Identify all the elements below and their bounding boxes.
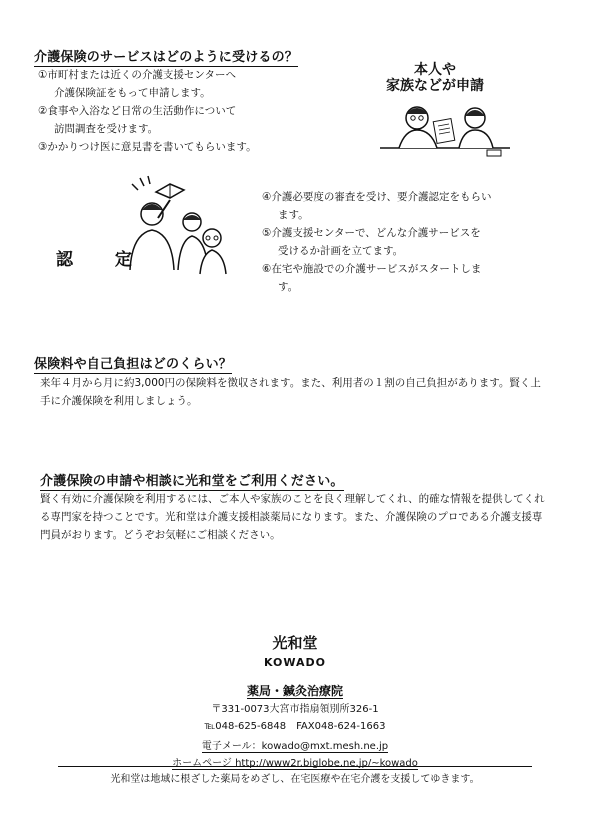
store-tagline: 光和堂は地域に根ざした薬局をめざし、在宅医療や在宅介護を支援してゆきます。 xyxy=(110,774,480,785)
store-subtitle-wrap xyxy=(0,680,590,699)
apply-caption-line1: 本人や xyxy=(414,62,456,78)
step-5-line-1: ⑤介護支援センターで、どんな介護サービスを xyxy=(262,227,481,239)
applying-illustration xyxy=(375,96,515,162)
section3-heading: 保険料や自己負担はどのくらい？ xyxy=(34,353,232,374)
step-1-line-1: ①市町村または近くの介護支援センターへ xyxy=(38,69,236,81)
store-email[interactable]: 電子メール：kowado@mxt.mesh.ne.jp xyxy=(201,741,389,752)
step-6-line-2: す。 xyxy=(278,281,299,293)
step-6-line-1: ⑥在宅や施設での介護サービスがスタートしま xyxy=(262,263,482,275)
step-1-line-2: 介護保険証をもって申請します。 xyxy=(54,87,211,99)
store-name: 光和堂 xyxy=(272,634,318,652)
step-5-line-2: 受けるか計画を立てます。 xyxy=(278,245,404,257)
footer-divider xyxy=(58,766,532,767)
step-4-line-2: ます。 xyxy=(278,209,309,221)
step-4-line-1: ④介護必要度の審査を受け、要介護認定をもらい xyxy=(262,191,492,203)
store-homepage-link[interactable]: ホームページ http://www2r.biglobe.ne.jp/~kowado xyxy=(172,758,418,769)
certification-label: 認 定 xyxy=(56,250,150,270)
store-homepage-wrap xyxy=(0,751,590,770)
section1-heading: 介護保険のサービスはどのように受けるの？ xyxy=(34,46,298,67)
apply-caption-line2: 家族などが申請 xyxy=(386,78,484,94)
store-address: 〒331-0073大宮市指扇領別所326-1 xyxy=(211,704,379,715)
store-romaji: KOWADO xyxy=(263,656,326,669)
step-2-line-1: ②食事や入浴など日常の生活動作について xyxy=(38,105,237,117)
section4-body: 賢く有効に介護保険を利用するには、ご本人や家族のことを良く理解してくれ、的確な情報を提供してくれる専門家を持つことです。光和堂は介護支援相談薬局になります。また、介護保険のプロである介護支援専門員がおります。どうぞお気軽にご相談ください。 xyxy=(40,493,545,541)
store-subtitle: 薬局・鍼灸治療院 xyxy=(246,684,343,698)
step-3-line-1: ③かかりつけ医に意見書を書いてもらいます。 xyxy=(38,141,257,153)
section3-body: 来年４月から月に約3,000円の保険料を徴収されます。また、利用者の１割の自己負担があります。賢く上手に介護保険を利用しましょう。 xyxy=(40,377,541,407)
store-tel-fax: ℡048-625-6848 FAX048-624-1663 xyxy=(204,721,386,732)
step-2-line-2: 訪問調査を受けます。 xyxy=(54,123,159,135)
section4-heading: 介護保険の申請や相談に光和堂をご利用ください。 xyxy=(40,470,344,491)
